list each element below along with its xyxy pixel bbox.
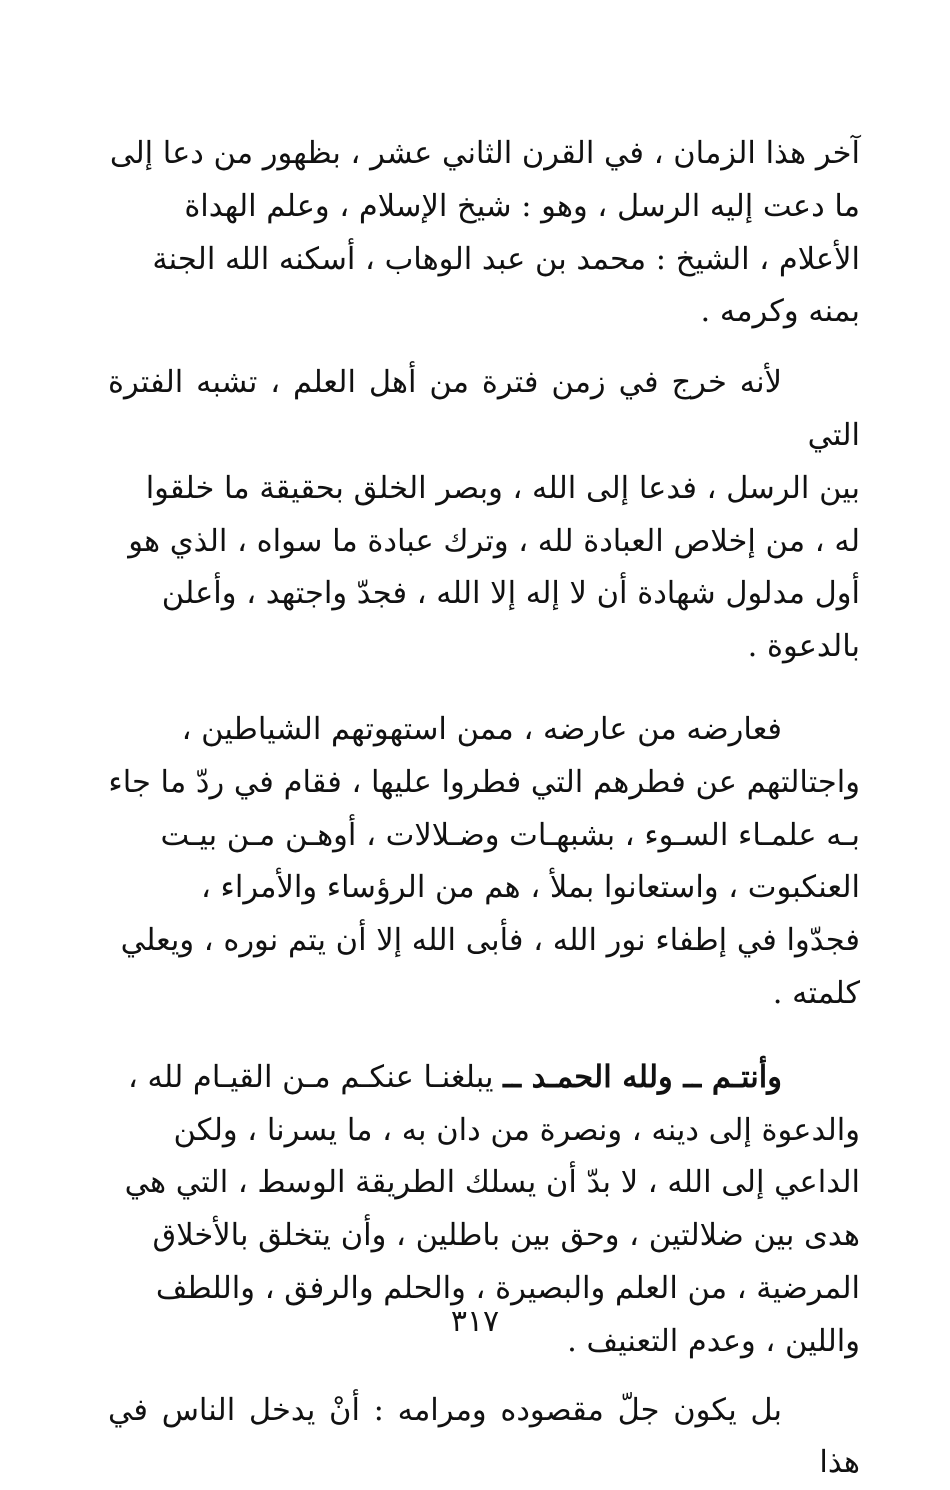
text-line-content: لأنه خرج في زمن فترة من أهل العلم ، تشبه الفترة التي [108,365,860,453]
text-line [108,1385,860,1490]
text-line: بـه علمـاء السـوء ، بشبهـات وضـلالات ، أوهـن مـن بيـت [160,817,860,853]
text-line: أول مدلول شهادة أن لا إله إلا الله ، فجدّ واجتهد ، وأعلن [161,576,860,612]
text-line [108,704,860,757]
text-line-content: بل يكون جلّ مقصوده ومرامه : أنْ يدخل الناس في هذا [108,1392,860,1481]
text-line: ما دعت إليه الرسل ، وهو : شيخ الإسلام ، وعلم الهداة [184,188,860,224]
text-line [108,1051,860,1105]
paragraph-3 [108,704,860,1021]
text-line: كلمته . [772,975,860,1011]
text-line: العنكبوت ، واستعانوا بملأ ، هم من الرؤساء والأمراء ، [200,870,860,906]
text-line: له ، من إخلاص العبادة لله ، وترك عبادة ما سواه ، الذي هو [128,523,860,559]
bold-phrase: وأنتـم ــ ولله الحمـد ــ [503,1058,782,1095]
text-line: بين الرسل ، فدعا إلى الله ، وبصر الخلق بحقيقة ما خلقوا [145,470,860,506]
text-line: واجتالتهم عن فطرهم التي فطروا عليها ، فقام في ردّ ما جاء [108,764,860,800]
page-body [108,128,860,1490]
text-line: بالدعوة . [747,629,860,665]
text-line: هدى بين ضلالتين ، وحق بين باطلين ، وأن يتخلق بالأخلاق [152,1218,860,1254]
text-line: المرضية ، من العلم والبصيرة ، والحلم والرفق ، واللطف [155,1270,860,1306]
text-line-content: يبلغنـا عنكـم مـن القيـام لله ، [127,1059,504,1095]
text-line: بمنه وكرمه . [700,294,860,330]
text-line: آخر هذا الزمان ، في القرن الثاني عشر ، بظهور من دعا إلى [109,136,860,171]
paragraph-1 [108,128,860,339]
paragraph-5 [108,1385,860,1490]
text-line: والدعوة إلى دينه ، ونصرة من دان به ، ما يسرنا ، ولكن [173,1112,860,1148]
text-line [108,357,860,463]
text-line: الداعي إلى الله ، لا بدّ أن يسلك الطريقة الوسط ، التي هي [124,1165,860,1201]
text-line: الأعلام ، الشيخ : محمد بن عبد الوهاب ، أسكنه الله الجنة [152,241,860,277]
paragraph-2 [108,357,860,674]
text-line: واللين ، وعدم التعنيف . [567,1323,860,1359]
text-line: فجدّوا في إطفاء نور الله ، فأبى الله إلا أن يتم نوره ، ويعلي [120,923,860,959]
page-number: ٣١٧ [450,1304,500,1339]
text-line-content: فعارضه من عارضه ، ممن استهوتهم الشياطين ، [181,711,782,747]
